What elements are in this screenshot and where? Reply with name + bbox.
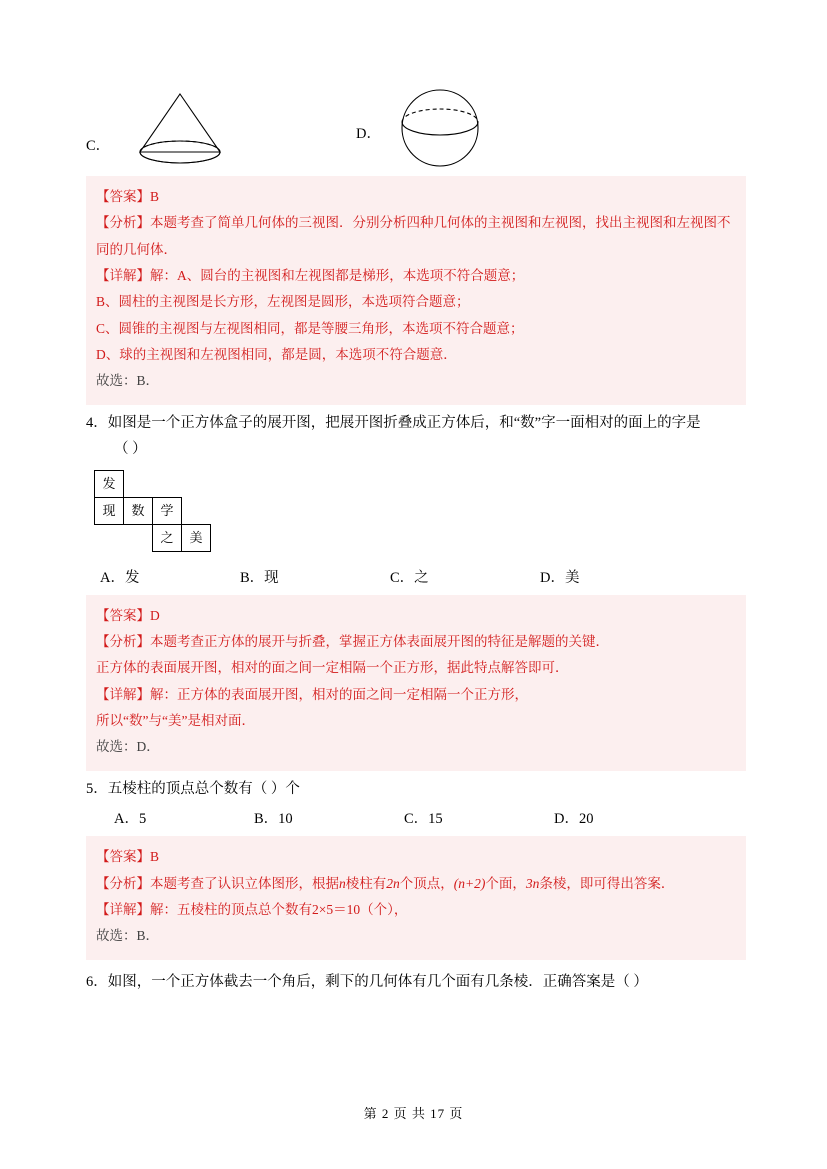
q4-choose-line: 故选：D．: [96, 739, 160, 755]
q4-analysis-text: 本题考查正方体的展开与折叠，掌握正方体表面展开图的特征是解题的关键．: [150, 634, 609, 650]
q4-answer-line: [96, 603, 736, 629]
q5-answer-line: [96, 844, 736, 870]
q5-analysis-text-e: 条棱，即可得出答案．: [539, 875, 675, 891]
q4-detail-text: 解：正方体的表面展开图，相对的面之间一定相隔一个正方形，: [150, 686, 528, 702]
q4-analysis-tag: 【分析】: [96, 634, 150, 650]
q3-answer-line: [96, 184, 736, 210]
q4-answer-block: [86, 595, 746, 771]
q5-analysis-text-b: 棱柱有: [345, 875, 387, 891]
q4-option-a[interactable]: A．发: [100, 569, 140, 586]
q5-detail-text-b: （个），: [360, 901, 408, 917]
q4-stem-blank: （ ）: [114, 441, 147, 458]
net-cell-zhi: 之: [152, 524, 182, 552]
q5-options: [86, 807, 746, 828]
q3-analysis-line: [96, 210, 736, 263]
q3-detail-line: [96, 263, 736, 289]
q4-detail-tag: 【详解】: [96, 686, 150, 702]
cube-net-figure: [94, 470, 214, 556]
q3-analysis-tag: 【分析】: [96, 215, 150, 231]
q5-analysis-tag: 【分析】: [96, 875, 150, 891]
q3-answer-block: [86, 176, 746, 405]
q5-answer-value: B: [150, 849, 160, 865]
q4-stem: 4．如图是一个正方体盒子的展开图，把展开图折叠成正方体后，和“数”字一面相对的面上的字是: [86, 414, 701, 431]
q4-answer-tag: 【答案】: [96, 607, 150, 623]
q5-option-b[interactable]: B．10: [254, 811, 293, 828]
q3-detail-c: C、圆锥的主视图与左视图相同，都是等腰三角形，本选项不符合题意；: [96, 320, 524, 336]
net-cell-xian: 现: [94, 497, 124, 525]
q3-detail-tag: 【详解】: [96, 267, 150, 283]
q5-answer-tag: 【答案】: [96, 849, 150, 865]
q4-answer-value: D: [150, 607, 160, 623]
q5-analysis-line: [96, 871, 736, 897]
q3-detail-b: B、圆柱的主视图是长方形，左视图是圆形，本选项符合题意；: [96, 294, 470, 310]
q4-detail-line: [96, 682, 736, 708]
q4-option-b[interactable]: B．现: [240, 569, 279, 586]
q4-option-c[interactable]: C．之: [390, 569, 429, 586]
net-cell-fa: 发: [94, 470, 124, 498]
q5-detail-text-a: 解：五棱柱的顶点总个数有: [150, 901, 312, 917]
q5-option-d[interactable]: D．20: [554, 811, 594, 828]
q5-analysis-text-c: 个顶点，: [399, 875, 454, 891]
q4-option-d[interactable]: D．美: [540, 569, 580, 586]
sphere-shape-icon: [380, 86, 510, 170]
q5-analysis-n1: n: [339, 875, 346, 891]
q5-detail-line: [96, 897, 736, 923]
q5-answer-block: [86, 836, 746, 959]
q5-stem: 5．五棱柱的顶点总个数有（ ）个: [86, 780, 300, 797]
cone-shape-icon: [108, 90, 248, 170]
page-footer: 第 2 页 共 17 页: [363, 1106, 464, 1121]
q5-detail-tag: 【详解】: [96, 901, 150, 917]
q6-stem: 6．如图，一个正方体截去一个角后，剩下的几何体有几个面有几条棱．正确答案是（ ）: [86, 973, 648, 990]
choice-c-label: C．: [86, 138, 111, 154]
q5-choose-line: 故选：B．: [96, 928, 160, 944]
q5-detail-formula: 2×5＝10: [312, 901, 361, 917]
top-choice-figures: [86, 60, 746, 168]
q5-analysis-3n: 3n: [525, 875, 540, 891]
net-cell-xue: 学: [152, 497, 182, 525]
q3-detail-text: 解：A、圆台的主视图和左视图都是梯形，本选项不符合题意；: [150, 267, 525, 283]
q5-option-a[interactable]: A．5: [114, 811, 147, 828]
q4-options: [86, 566, 746, 587]
q5-analysis-n2: (n+2): [453, 875, 486, 891]
net-cell-shu: 数: [123, 497, 153, 525]
q3-choose-line: 故选：B．: [96, 373, 160, 389]
q5-analysis-2n: 2n: [386, 875, 400, 891]
choice-d-label: D．: [356, 126, 381, 142]
q4-analysis-line2: 正方体的表面展开图，相对的面之间一定相隔一个正方形，据此特点解答即可．: [96, 660, 569, 676]
q5-analysis-text-d: 个面，: [485, 875, 526, 891]
q3-analysis-text: 本题考查了简单几何体的三视图．分别分析四种几何体的主视图和左视图，找出主视图和左视图不同的几何体．: [96, 215, 731, 257]
q3-answer-value: B: [150, 189, 160, 204]
q3-answer-tag: 【答案】: [96, 189, 150, 204]
net-cell-mei: 美: [181, 524, 211, 552]
page-content: [86, 60, 746, 994]
q3-detail-d: D、球的主视图和左视图相同，都是圆，本选项不符合题意．: [96, 346, 457, 362]
q4-detail-line2: 所以“数”与“美”是相对面．: [96, 713, 255, 729]
q4-analysis-line: [96, 629, 736, 655]
q5-analysis-text-a: 本题考查了认识立体图形，根据: [150, 875, 339, 891]
q5-option-c[interactable]: C．15: [404, 811, 443, 828]
